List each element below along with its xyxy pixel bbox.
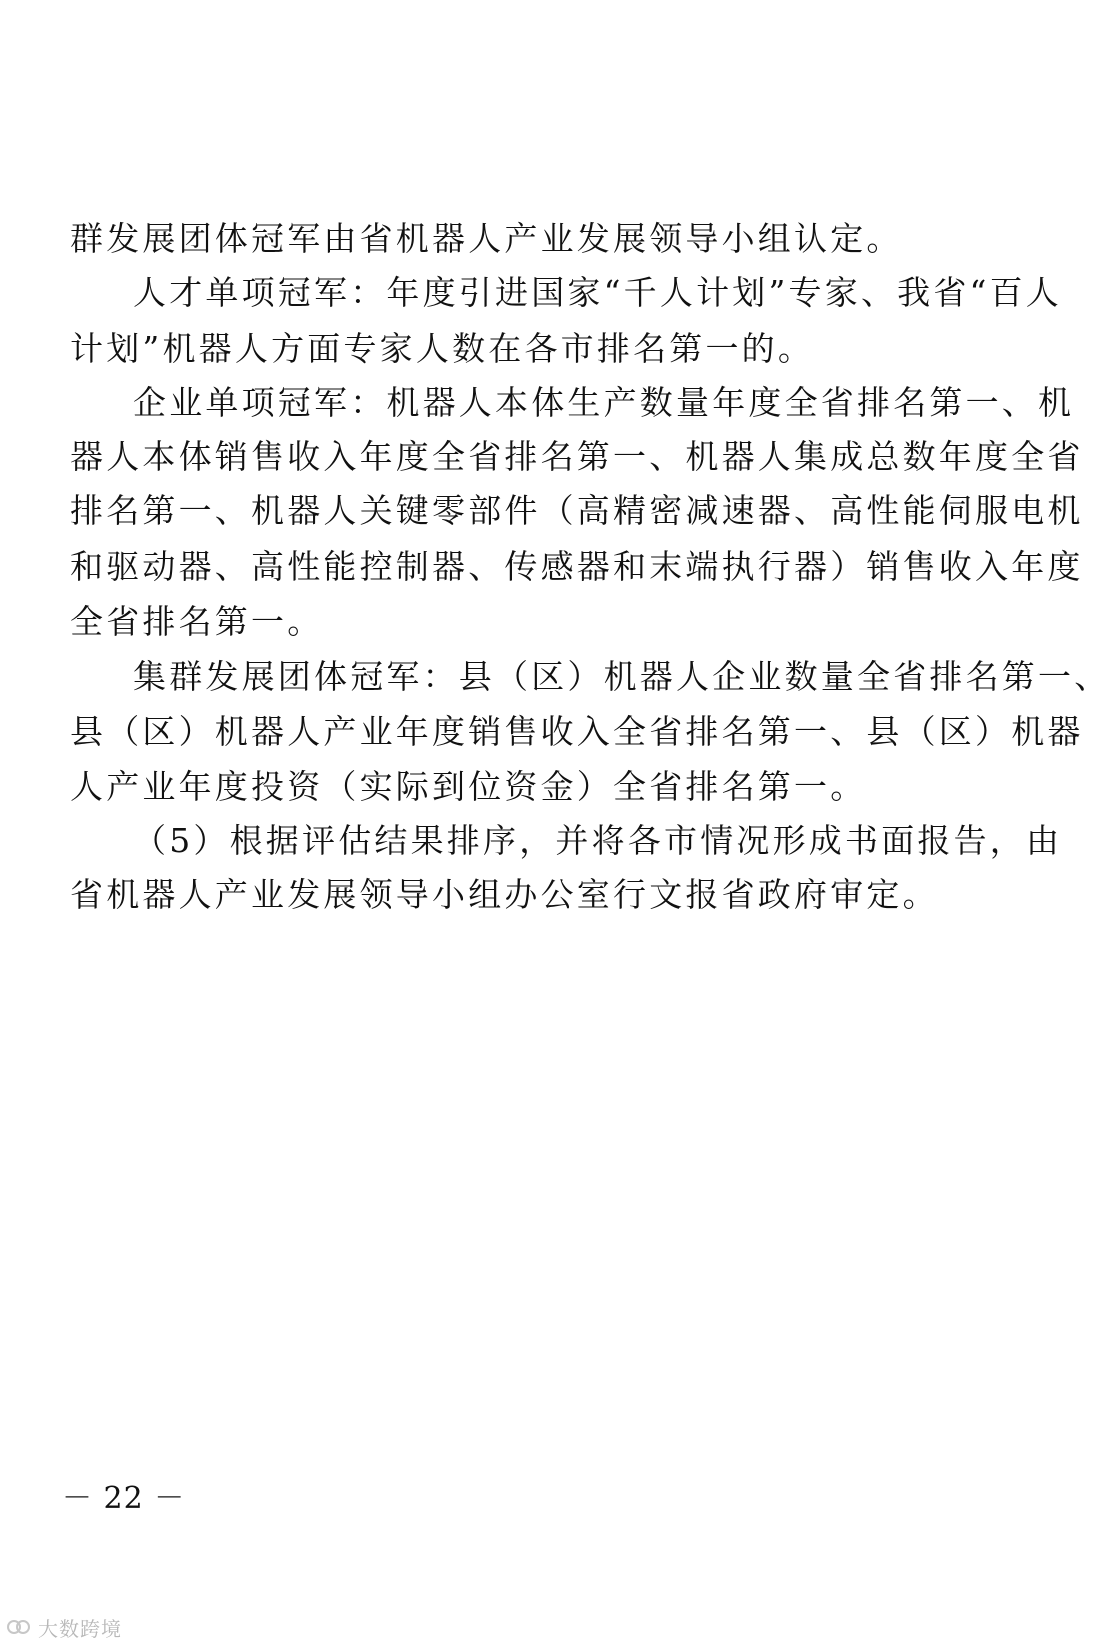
body-line-6: 排名第一、机器人关键零部件（高精密减速器、高性能伺服电机	[70, 491, 1084, 530]
body-line-2: 人才单项冠军：年度引进国家“千人计划”专家、我省“百人	[133, 273, 1063, 312]
body-line-9: 集群发展团体冠军：县（区）机器人企业数量全省排名第一、	[133, 657, 1110, 696]
body-line-11: 人产业年度投资（实际到位资金）全省排名第一。	[70, 767, 867, 806]
page-number: － 22 －	[62, 1481, 186, 1516]
body-line-13: 省机器人产业发展领导小组办公室行文报省政府审定。	[70, 875, 939, 914]
watermark	[6, 1612, 122, 1642]
body-line-10: 县（区）机器人产业年度销售收入全省排名第一、县（区）机器	[70, 712, 1084, 751]
body-line-5: 器人本体销售收入年度全省排名第一、机器人集成总数年度全省	[70, 437, 1084, 476]
body-line-7: 和驱动器、高性能控制器、传感器和末端执行器）销售收入年度	[70, 547, 1084, 586]
body-line-12: （5）根据评估结果排序，并将各市情况形成书面报告，由	[133, 821, 1063, 860]
body-line-3: 计划”机器人方面专家人数在各市排名第一的。	[70, 329, 815, 368]
body-line-1: 群发展团体冠军由省机器人产业发展领导小组认定。	[70, 219, 903, 258]
body-line-4: 企业单项冠军：机器人本体生产数量年度全省排名第一、机	[133, 383, 1075, 422]
watermark-logo-icon	[6, 1616, 32, 1638]
body-line-8: 全省排名第一。	[70, 602, 324, 641]
watermark-text: 大数跨境	[38, 1616, 122, 1641]
